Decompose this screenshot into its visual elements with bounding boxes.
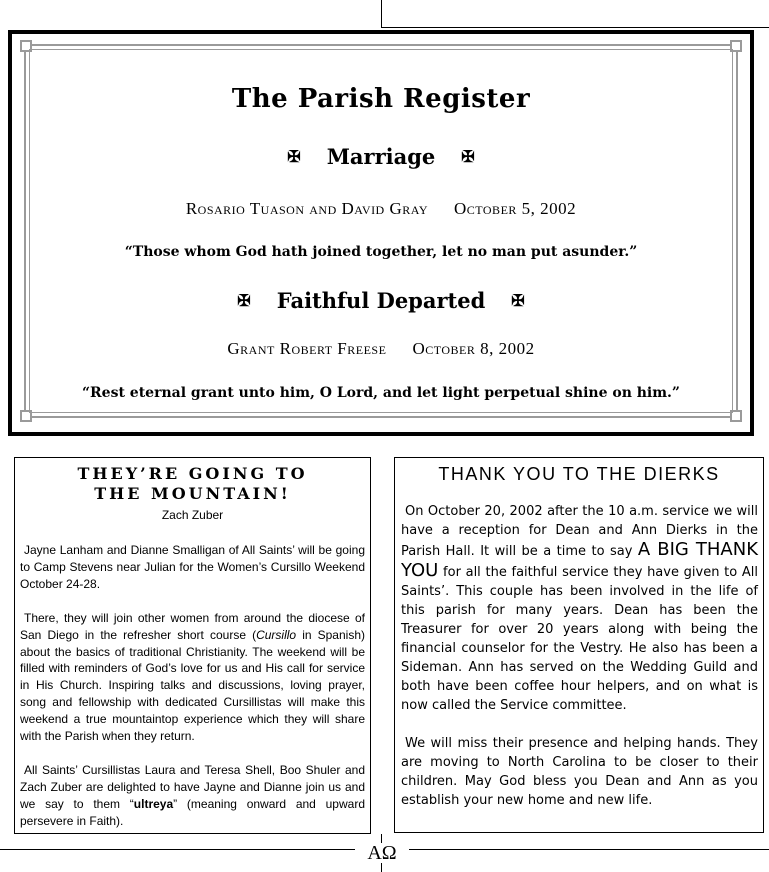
italic-term: Cursillo (256, 627, 297, 642)
marriage-entry (12, 199, 750, 219)
bottom-divider-left (0, 849, 355, 850)
marriage-quote: “Those whom God hath joined together, let no man put asunder.” (124, 244, 638, 260)
frame-corner (20, 410, 32, 422)
dierks-article (394, 457, 764, 833)
mountain-article-title (15, 464, 370, 504)
marriage-heading-text: Marriage (326, 144, 436, 169)
top-divider-vertical (381, 0, 382, 28)
paragraph: On October 20, 2002 after the 10 a.m. service we will have a reception for Dean and Ann Dierks in the Parish Hall. It will be a time to say A BIG THANK YOU for all the faithful service they have given to All Saints’. This couple has been involved in the life of this parish for many years. Dean has been the Treasurer for over 20 years along with being the financial counselor for the Vestry. He also has been a Sideman. Ann has served on the Wedding Guild and both have been coffee hour helpers, and on what is now called the Service committee. (401, 504, 758, 713)
cross-icon: ✠ (287, 147, 301, 166)
paragraph: There, they will join other women from around the diocese of San Diego in the refresher short course (Cursillo in Spanish) about the basics of traditional Christianity. The weekend will be filled with reminders of God’s love for us and His call for service in His Church. Inspiring talks and discussions, loving prayer, song and fellowship with dedicated Cursillistas will make this weekend a true mountaintop experience which they will share with the Parish when they return. (20, 610, 365, 744)
paragraph: All Saints’ Cursillistas Laura and Teresa Shell, Boo Shuler and Zach Zuber are delighted to have Jayne and Dianne join us and we say to them “ultreya” (meaning onward and upward persevere in Faith). (20, 762, 365, 828)
dierks-article-title: THANK YOU TO THE DIERKS (438, 464, 720, 484)
cross-icon: ✠ (461, 147, 475, 166)
frame-corner (730, 40, 742, 52)
big-thank-you: A BIG THANK YOU (401, 539, 758, 581)
marriage-heading (12, 144, 750, 169)
departed-entry (12, 339, 750, 359)
mountain-article-body (20, 542, 365, 847)
mountain-article (14, 457, 371, 834)
mountain-title-line2: THE MOUNTAIN! (94, 484, 291, 503)
alpha-omega-icon: AΩ (356, 843, 408, 863)
mountain-title-line1: THEY’RE GOING TO (77, 464, 308, 483)
departed-name: Grant Robert Freese (227, 339, 387, 358)
departed-heading (12, 288, 750, 313)
register-title: The Parish Register (231, 84, 531, 114)
cross-icon: ✠ (511, 291, 525, 310)
frame-corner (730, 410, 742, 422)
paragraph: Jayne Lanham and Dianne Smalligan of All Saints’ will be going to Camp Stevens near Julian for the Women’s Cursillo Weekend October 24-28. (20, 543, 365, 591)
top-divider-horizontal (381, 27, 769, 28)
marriage-names: Rosario Tuason and David Gray (185, 199, 428, 218)
bottom-divider-right (409, 849, 769, 850)
parish-register-box (8, 30, 754, 436)
cross-icon: ✠ (237, 291, 251, 310)
departed-quote: “Rest eternal grant unto him, O Lord, and let light perpetual shine on him.” (81, 385, 680, 401)
departed-heading-text: Faithful Departed (276, 288, 486, 313)
frame-corner (20, 40, 32, 52)
paragraph: We will miss their presence and helping hands. They are moving to North Carolina to be closer to their children. May God bless you Dean and Ann as you establish your new home and new life. (401, 736, 758, 808)
bold-term: ultreya (133, 796, 174, 811)
departed-date: October 8, 2002 (412, 339, 535, 358)
article-byline: Zach Zuber (161, 508, 224, 522)
dierks-article-body (401, 502, 758, 829)
marriage-date: October 5, 2002 (454, 199, 577, 218)
